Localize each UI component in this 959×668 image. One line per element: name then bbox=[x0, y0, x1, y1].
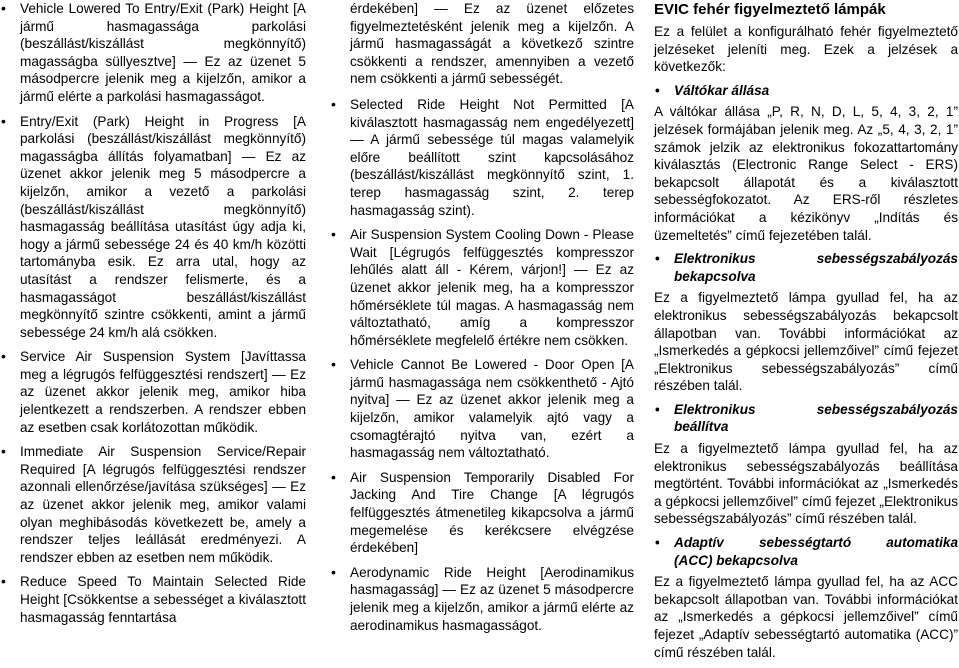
section-heading: EVIC fehér figyelmeztető lámpák bbox=[654, 1, 886, 18]
list-item: • Service Air Suspension System [Javíttassa meg a légrugós felfüggesztési rendszert] — Ez az üzenet akkor jelenik meg, amikor hiba jelentkezett a rendszerben. A rendszer ebben az esetben csak korlátozottan működik. bbox=[0, 348, 306, 436]
subheading-cruise-on bbox=[654, 250, 958, 285]
subheading-part: sebességszabályozás bbox=[816, 401, 958, 417]
section-body: A váltókar állása „P, R, N, D, L, 5, 4, 3, 2, 1” jelzések formájában jelenik meg. Az „5, 4, 3, 2, 1” számok jelzik az elektronikus fokozattartomány kiválasztás (Electronic Range Select - ERS) bekapcsolt állapotát és a kiválasztott sebességfokozatot. Az ERS-ről részletes információkat a kézikönyv „Indítás és üzemeltetés” című fejezetében talál. bbox=[654, 104, 958, 243]
continued-text: érdekében] — Ez az üzenet előzetes figyelmeztetésként jelenik meg a kijelzőn. A jármű hasmagasságát a következő szintre csökkenti a rendszer, amennyiben a vezető nem csökkenti a jármű sebességét. bbox=[350, 1, 634, 87]
subheading-cruise-set bbox=[654, 401, 958, 436]
message-list bbox=[0, 0, 306, 626]
list-item: • Air Suspension Temporarily Disabled For Jacking And Tire Change [A légrugós felfüggesztés átmenetileg kikapcsolva a jármű megemelése és kerékcsere elvégzése érdekében] bbox=[330, 469, 634, 557]
subheading-part: sebességszabályozás bbox=[816, 251, 958, 267]
subheading-part: (ACC) bekapcsolva bbox=[674, 552, 798, 568]
subheading-acc-on bbox=[654, 534, 958, 569]
subheading-part: Elektronikus bbox=[674, 251, 756, 267]
column-left bbox=[0, 0, 306, 633]
list-item: • Reduce Speed To Maintain Selected Ride Height [Csökkentse a sebességet a kiválasztott hasmagasság fenntartása bbox=[0, 573, 306, 626]
section-body: Ez a figyelmeztető lámpa gyullad fel, ha az ACC bekapcsolt állapotban van. További információkat az „Ismerkedés a gépkocsi jellemzőivel” című fejezet „Adaptív sebességtartó automatika (ACC)” című részében talál. bbox=[654, 574, 958, 660]
column-middle bbox=[330, 0, 634, 641]
message-list bbox=[330, 96, 634, 634]
list-item: • Air Suspension System Cooling Down - Please Wait [Légrugós felfüggesztés kompresszor lehűlés alatt áll - Kérem, várjon!] — Ez az üzenet akkor jelenik meg, ha a kompresszor hőmérséklete túl magas. A hasmagasság nem változtatható, amíg a kompresszor hőmérséklete megfelelő értékre nem csökken. bbox=[330, 226, 634, 349]
subheading-gear-position: • Váltókar állása bbox=[654, 82, 958, 100]
intro-text: Ez a felület a konfigurálható fehér figyelmeztető jelzéseket jeleníti meg. Ezek a jelzések a következők: bbox=[654, 24, 958, 75]
list-item: • Vehicle Cannot Be Lowered - Door Open [A jármű hasmagassága nem csökkenthető - Ajtó nyitva] — Ez az üzenet akkor jelenik meg a kijelzőn, amikor valamelyik ajtó vagy a csomagtérajtó nyitva van, ezért a hasmagasság nem változtatható. bbox=[330, 356, 634, 462]
section-body: Ez a figyelmeztető lámpa gyullad fel, ha az elektronikus sebességszabályozás beállítása megtörtént. További információkat az „Ismerkedés a gépkocsi jellemzőivel” című fejezet „Elektronikus sebességszabályozás” című részében talál. bbox=[654, 441, 958, 527]
subheading-part: automatika bbox=[886, 535, 958, 551]
subheading-part: • Adaptív bbox=[674, 535, 724, 551]
subheading-part: bekapcsolva bbox=[674, 268, 756, 284]
subheading-part: Elektronikus bbox=[674, 401, 756, 417]
list-item: • Immediate Air Suspension Service/Repair Required [A légrugós felfüggesztési rendszer azonnali ellenőrzése/javítása szükséges] — Ez az üzenet akkor jelenik meg, amikor valami olyan meghibásodás következett be, amely a rendszer teljes leállását eredményezi. A rendszer ebben az esetben nem működik. bbox=[0, 443, 306, 566]
column-right bbox=[654, 0, 958, 667]
list-item: • Selected Ride Height Not Permitted [A kiválasztott hasmagasság nem engedélyezett] — A jármű sebessége túl magas valamelyik előre beállított szint kapcsolásához (beszállást/kiszállást megkönnyítő szint, 1. terep hasmagasság szint, 2. terep hasmagasság szint). bbox=[330, 96, 634, 219]
subheading-part: beállítva bbox=[674, 419, 729, 435]
subheading-part: sebességtartó bbox=[758, 535, 852, 551]
section-body: Ez a figyelmeztető lámpa gyullad fel, ha az elektronikus sebességszabályozás bekapcsolt állapotban van. További információkat az „Ismerkedés a gépkocsi jellemzőivel” című fejezet „Elektronikus sebességszabályozás” című részében talál. bbox=[654, 290, 958, 394]
list-item: • Entry/Exit (Park) Height in Progress [A parkolási (beszállást/kiszállást megkönnyítő) magasságba állítás folyamatban] — Ez az üzenet akkor jelenik meg 5 másodpercre a kijelzőn, amikor a vezető a parkolási (beszállást/kiszállást megkönnyítő) hasmagasság beállítása utasítást úgy adja ki, hogy a jármű sebessége 24 és 40 km/h közötti tartományba esik. Ez arra utal, hogy az utasítást a rendszer felismerte, és a hasmagasságot beszállást/kiszállást megkönnyítő szintre csökkenti, amint a jármű sebessége 24 km/h alá csökken. bbox=[0, 113, 306, 342]
list-item: • Aerodynamic Ride Height [Aerodinamikus hasmagasság] — Ez az üzenet 5 másodpercre jelenik meg a kijelzőn, amikor a jármű elérte az aerodinamikus hasmagasságot. bbox=[330, 564, 634, 634]
list-item: • Vehicle Lowered To Entry/Exit (Park) Height [A jármű hasmagassága parkolási (beszállást/kiszállást megkönnyítő) magasságba süllyesztve] — Ez az üzenet 5 másodpercre jelenik meg a kijelzőn, amikor a jármű elérte a parkolási hasmagasságot. bbox=[0, 0, 306, 106]
